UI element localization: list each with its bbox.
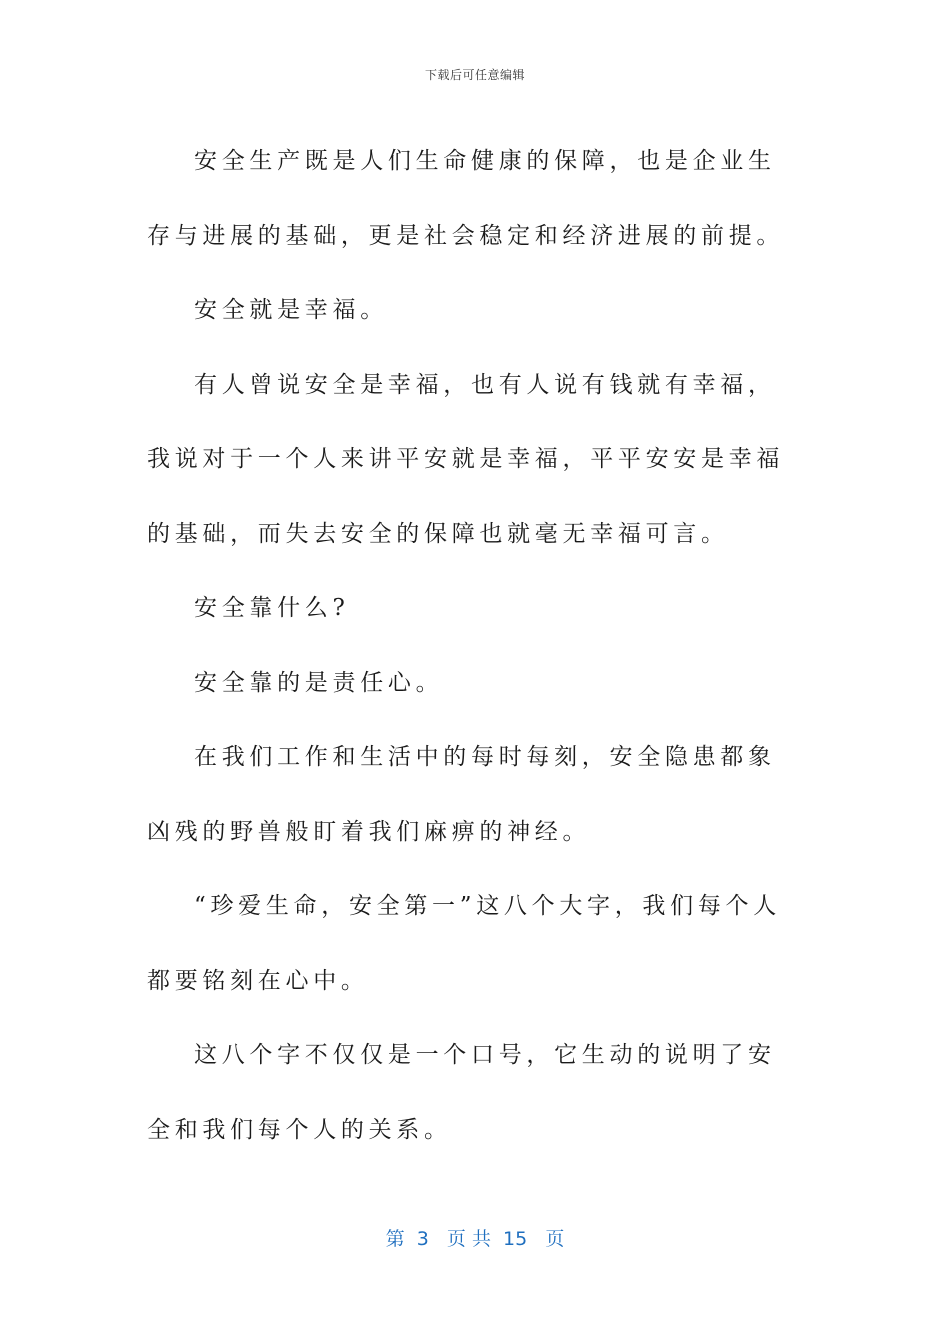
paragraph: 安全就是幸福。 — [194, 297, 388, 323]
page-number: 第 3 页 共 15 页 — [385, 1228, 565, 1250]
paragraph: “珍爱生命，安全第一”这八个大字，我们每个人都要铭刻在心中。 — [147, 893, 781, 994]
header-note: 下载后可任意编辑 — [424, 68, 525, 82]
paragraph: 有人曾说安全是幸福，也有人说有钱就有幸福，我说对于一个人来讲平安就是幸福，平平安安是幸福的基础，而失去安全的保障也就毫无幸福可言。 — [147, 371, 785, 547]
document-body — [147, 124, 793, 1167]
paragraph: 安全生产既是人们生命健康的保障，也是企业生存与进展的基础，更是社会稳定和经济进展的前提。 — [147, 148, 785, 249]
paragraph: 安全靠什么? — [194, 595, 350, 621]
paragraph: 这八个字不仅仅是一个口号，它生动的说明了安全和我们每个人的关系。 — [147, 1042, 776, 1143]
paragraph: 在我们工作和生活中的每时每刻，安全隐患都象凶残的野兽般盯着我们麻痹的神经。 — [147, 744, 776, 845]
paragraph: 安全靠的是责任心。 — [194, 669, 444, 696]
